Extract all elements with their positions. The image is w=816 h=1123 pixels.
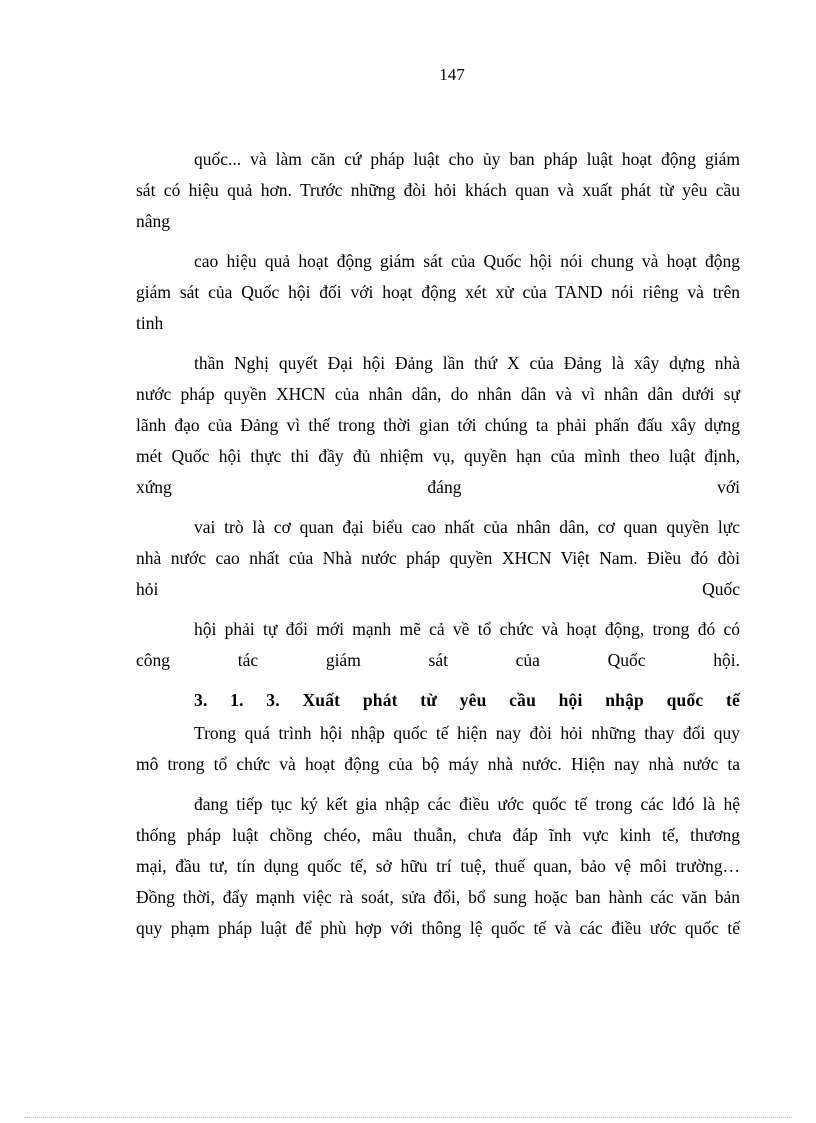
- text-line: xứng đáng với: [136, 477, 740, 497]
- text-line: Trong quá trình hội nhập quốc tế hiện nay đòi hỏi những thay đổi quy: [194, 723, 740, 743]
- text-line: hỏi Quốc: [136, 579, 740, 599]
- text-line: cao hiệu quả hoạt động giám sát của Quốc hội nói chung và hoạt động: [194, 251, 740, 271]
- text-line: Đồng thời, đẩy mạnh việc rà soát, sửa đổi, bổ sung hoặc ban hành các văn bản: [136, 887, 740, 907]
- text-line: mô trong tổ chức và hoạt động của bộ máy nhà nước. Hiện nay nhà nước ta: [136, 754, 740, 774]
- text-line: lãnh đạo của Đảng vì thế trong thời gian tới chúng ta phải phấn đấu xây dựng: [136, 415, 740, 435]
- paragraph-2: [136, 246, 740, 339]
- text-line: giám sát của Quốc hội đối với hoạt động xét xử của TAND nói riêng và trên: [136, 282, 740, 302]
- text-line: nhà nước cao nhất của Nhà nước pháp quyền XHCN Việt Nam. Điều đó đòi: [136, 548, 740, 568]
- text-line: quy phạm pháp luật để phù hợp với thông lệ quốc tế và các điều ước quốc tế: [136, 918, 740, 938]
- text-line: thần Nghị quyết Đại hội Đảng lần thứ X của Đảng là xây dựng nhà: [194, 353, 740, 373]
- text-line: mét Quốc hội thực thi đầy đủ nhiệm vụ, quyền hạn của mình theo luật định,: [136, 446, 740, 466]
- paragraph-4: [136, 512, 740, 605]
- paragraph-6: [136, 718, 740, 780]
- text-line: tinh: [136, 313, 164, 333]
- text-line: hội phải tự đổi mới mạnh mẽ cả về tổ chức và hoạt động, trong đó có: [194, 619, 740, 639]
- text-line: nâng: [136, 211, 171, 231]
- paragraph-3: [136, 348, 740, 503]
- section-heading: 3. 1. 3. Xuất phát từ yêu cầu hội nhập quốc tế: [194, 690, 740, 710]
- text-line: mại, đầu tư, tín dụng quốc tế, sở hữu trí tuệ, thuế quan, bảo vệ môi trường…: [136, 856, 740, 876]
- page-number: 147: [439, 65, 465, 84]
- text-line: nước pháp quyền XHCN của nhân dân, do nhân dân và vì nhân dân dưới sự: [136, 384, 740, 404]
- paragraph-5: [136, 614, 740, 676]
- text-line: đang tiếp tục ký kết gia nhập các điều ước quốc tế trong các lđó là hệ: [194, 794, 740, 814]
- page-bottom-border: [24, 1117, 792, 1118]
- paragraph-1: [136, 144, 740, 237]
- text-line: công tác giám sát của Quốc hội.: [136, 650, 740, 670]
- text-line: quốc... và làm căn cứ pháp luật cho ủy ban pháp luật hoạt động giám: [194, 149, 740, 169]
- paragraph-7: [136, 789, 740, 944]
- document-body: [136, 144, 740, 944]
- text-line: sát có hiệu quả hơn. Trước những đòi hỏi khách quan và xuất phát từ yêu cầu: [136, 180, 740, 200]
- text-line: thống pháp luật chồng chéo, mâu thuẫn, chưa đáp ĩnh vực kinh tế, thương: [136, 825, 740, 845]
- text-line: vai trò là cơ quan đại biểu cao nhất của nhân dân, cơ quan quyền lực: [194, 517, 740, 537]
